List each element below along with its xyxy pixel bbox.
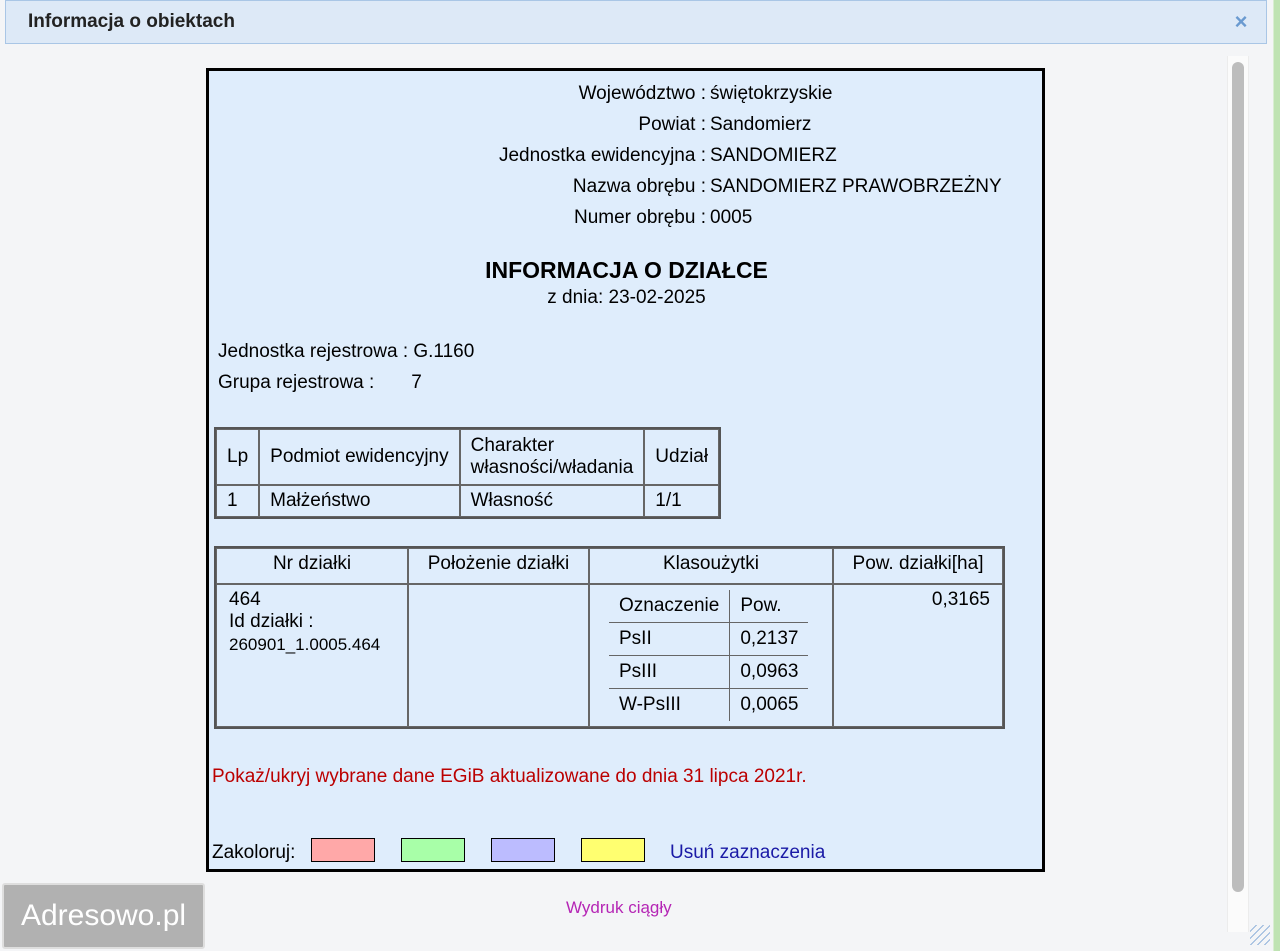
class-code: PsII (609, 623, 730, 656)
dialog-title: Informacja o obiektach (28, 11, 235, 32)
scrollbar-thumb[interactable] (1232, 62, 1244, 892)
continuous-print-link[interactable]: Wydruk ciągły (566, 898, 672, 917)
parcel-id-label: Id działki : (229, 611, 314, 632)
land-class-row (609, 689, 808, 722)
close-icon[interactable]: × (1234, 9, 1248, 34)
header-line: własności/władania (470, 457, 634, 478)
header-row-precinct-name (209, 174, 1042, 205)
document-title: INFORMACJA O DZIAŁCE (485, 257, 768, 283)
column-header: Nr działki (216, 548, 408, 584)
header-value: Sandomierz (710, 114, 812, 135)
header-label: Powiat : (638, 114, 706, 135)
location-header (209, 81, 1042, 236)
watermark-logo: Adresowo.pl (2, 883, 205, 949)
column-header: Pow. działki[ha] (833, 548, 1003, 584)
parcel-report (206, 68, 1045, 872)
resize-grip-icon[interactable] (1250, 925, 1270, 945)
cell-location (408, 584, 589, 727)
table-row (216, 584, 1003, 727)
column-header: Udział (644, 429, 719, 485)
toggle-egib-data-link[interactable]: Pokaż/ukryj wybrane dane EGiB aktualizowane do dnia 31 lipca 2021r. (212, 766, 807, 787)
header-label: Numer obrębu : (573, 207, 706, 228)
class-code: PsIII (609, 656, 730, 689)
column-header: Pow. (730, 590, 809, 623)
land-class-row (609, 623, 808, 656)
header-value: 0005 (710, 207, 753, 228)
parcel-table (214, 546, 1005, 729)
swatch-yellow[interactable] (581, 838, 645, 862)
column-header (460, 429, 645, 485)
land-class-row (609, 656, 808, 689)
document-date: z dnia: 23-02-2025 (547, 287, 706, 308)
cell-subject: Małżeństwo (259, 485, 459, 517)
colorize-label: Zakoloruj: (212, 842, 296, 863)
header-row-county (209, 112, 1042, 143)
cell-lp: 1 (216, 485, 259, 517)
owners-header-row (216, 429, 719, 485)
parcel-id: 260901_1.0005.464 (229, 635, 381, 654)
cell-share: 1/1 (644, 485, 719, 517)
column-header: Położenie działki (408, 548, 589, 584)
header-line: Charakter (470, 435, 555, 456)
header-label: Nazwa obrębu : (572, 176, 706, 197)
class-area: 0,0065 (740, 694, 799, 715)
header-row-unit (209, 143, 1042, 174)
swatch-blue[interactable] (491, 838, 555, 862)
cell-parcel-area: 0,3165 (833, 584, 1003, 727)
cell-land-classes (589, 584, 833, 727)
column-header: Oznaczenie (609, 590, 730, 623)
swatch-red[interactable] (311, 838, 375, 862)
vertical-scrollbar[interactable] (1227, 56, 1249, 932)
column-header: Podmiot ewidencyjny (259, 429, 459, 485)
class-code: W-PsIII (609, 689, 730, 722)
table-row (216, 485, 719, 517)
swatch-green[interactable] (401, 838, 465, 862)
class-area: 0,0963 (730, 656, 809, 689)
header-row-precinct-number (209, 205, 1042, 236)
header-value: SANDOMIERZ PRAWOBRZEŻNY (710, 176, 1002, 197)
cell-parcel-number (216, 584, 408, 727)
registry-unit: Jednostka rejestrowa : G.1160 (218, 341, 475, 362)
owners-table (214, 427, 721, 519)
clear-selection-link[interactable]: Usuń zaznaczenia (670, 842, 826, 863)
header-label: Województwo : (578, 83, 706, 104)
land-classes-header (609, 590, 808, 623)
dialog-titlebar (5, 0, 1267, 44)
header-value: SANDOMIERZ (710, 145, 837, 166)
header-row-voivodeship (209, 81, 1042, 112)
parcel-number: 464 (229, 589, 261, 610)
registry-group: Grupa rejestrowa : 7 (218, 372, 422, 393)
background-map-edge (1273, 0, 1280, 951)
land-classes-table (609, 590, 808, 721)
class-area: 0,2137 (730, 623, 809, 656)
column-header: Klasoużytki (589, 548, 833, 584)
header-value: świętokrzyskie (710, 83, 833, 104)
column-header: Lp (216, 429, 259, 485)
parcel-header-row (216, 548, 1003, 584)
cell-character: Własność (460, 485, 645, 517)
header-label: Jednostka ewidencyjna : (498, 145, 706, 166)
